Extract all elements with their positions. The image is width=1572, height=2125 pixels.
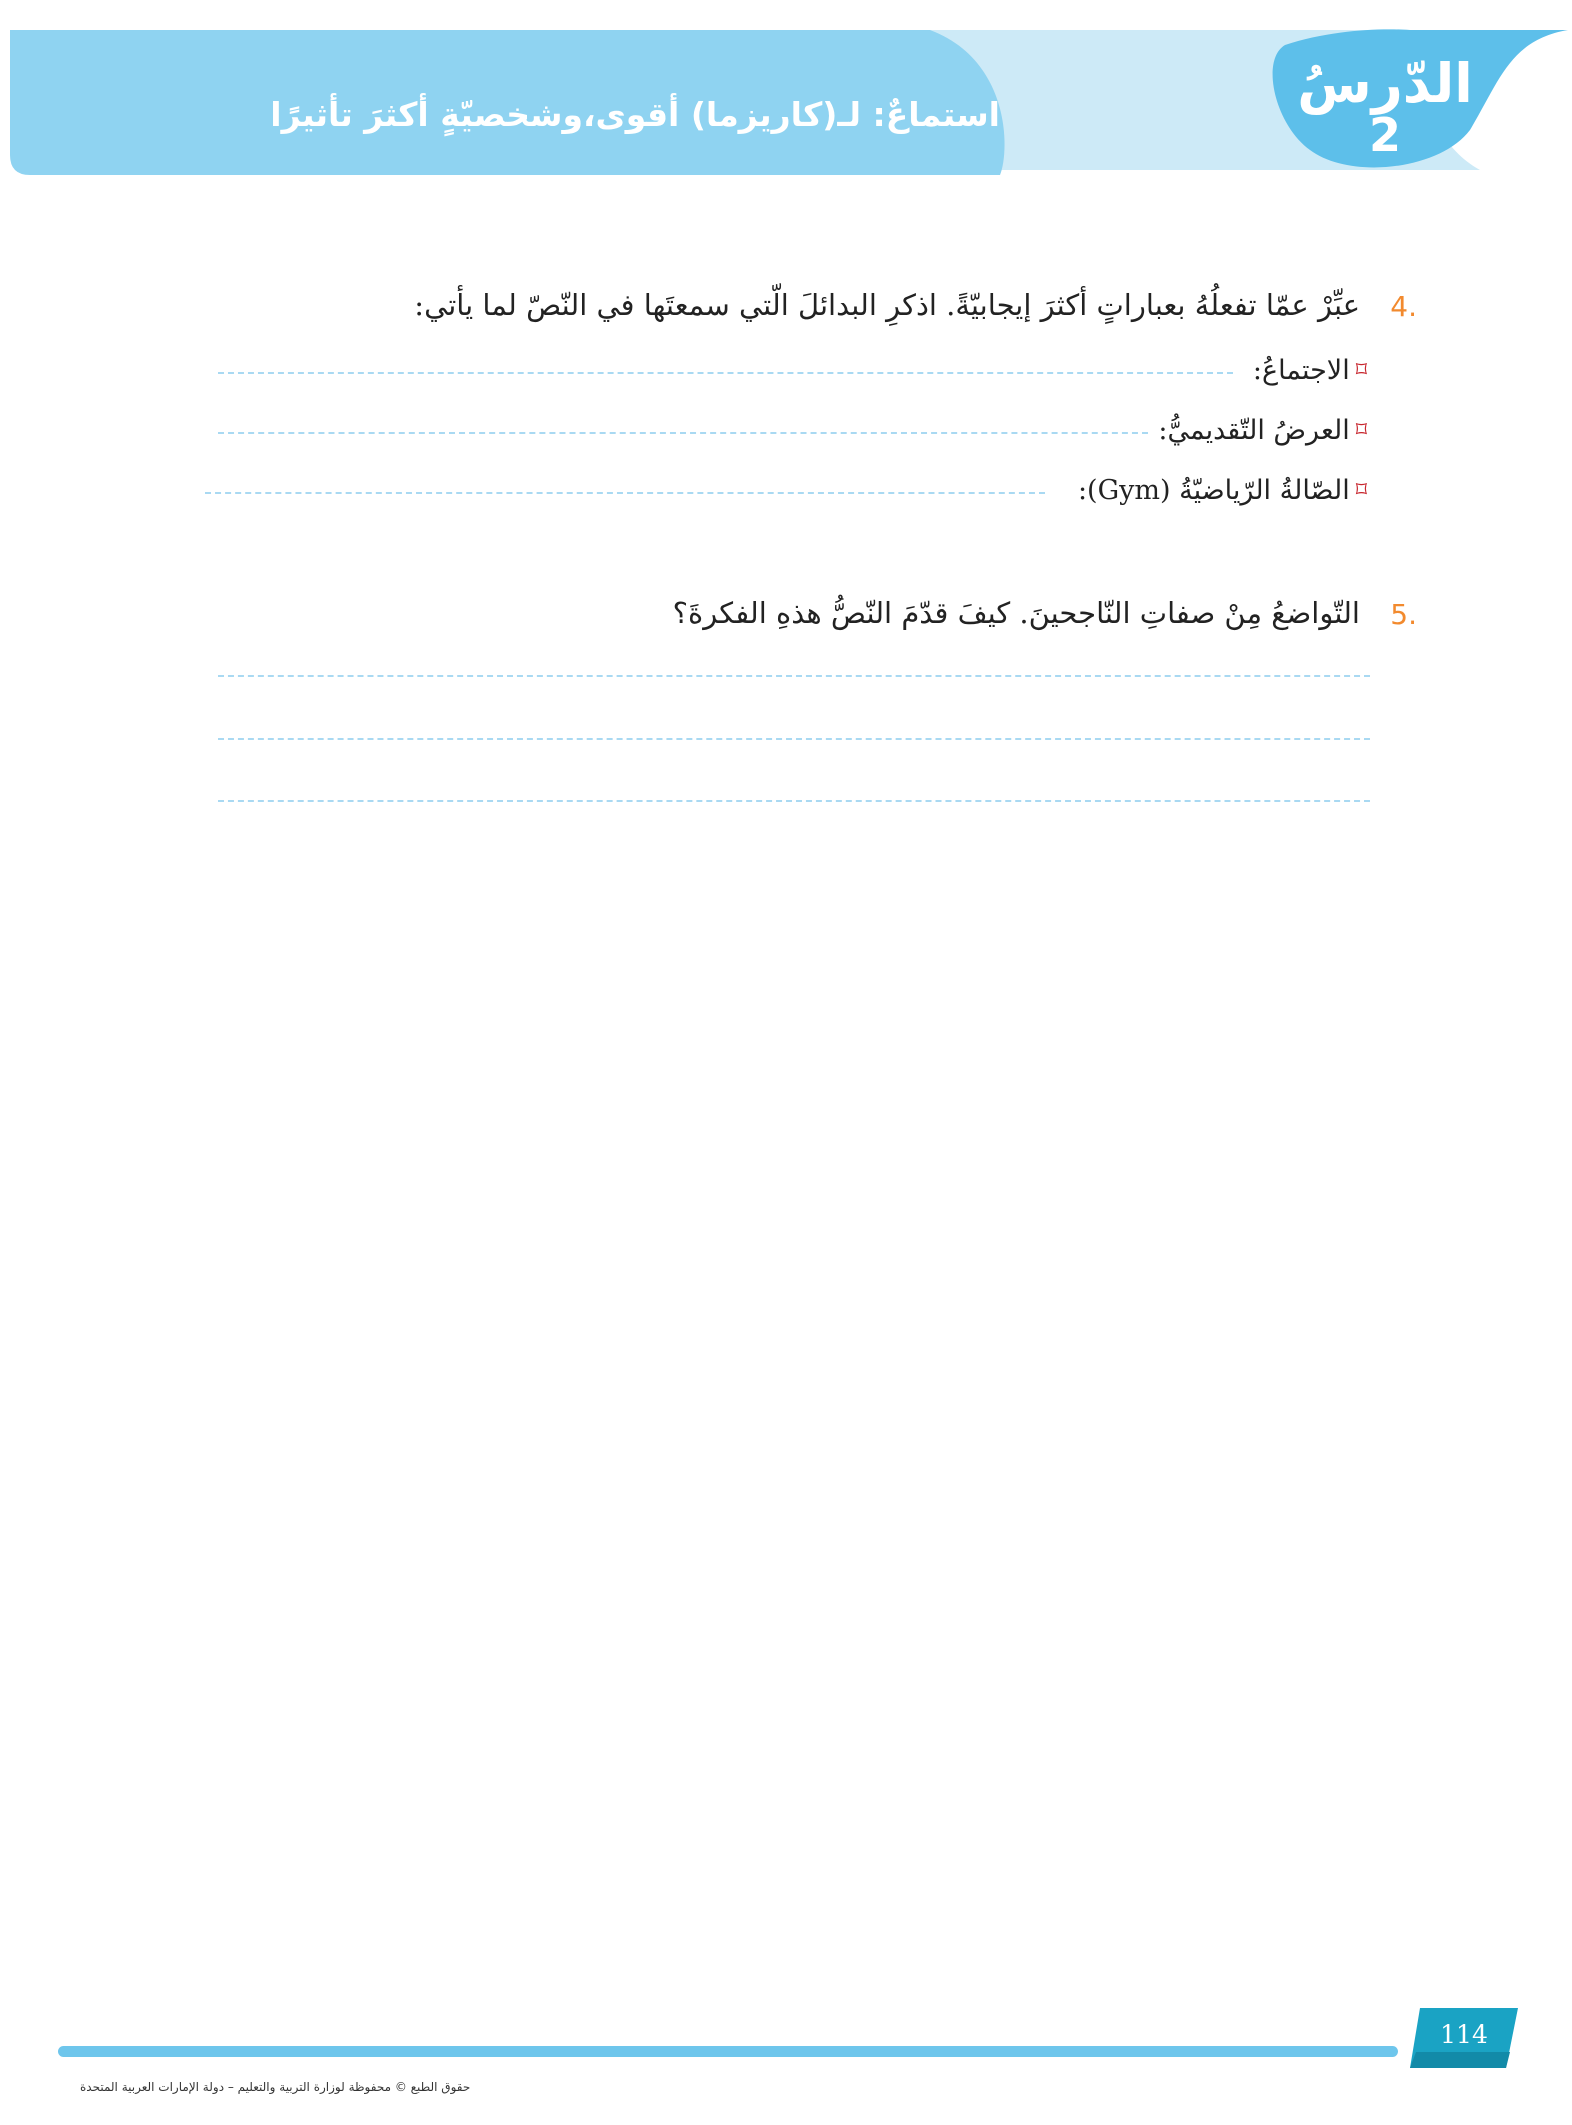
item-label: الاجتماعُ:: [1252, 354, 1350, 386]
answer-line-1[interactable]: [218, 675, 1370, 677]
page-number: 114: [1440, 2020, 1488, 2049]
answer-line-gym[interactable]: [205, 492, 1045, 494]
answer-line-meeting[interactable]: [218, 372, 1233, 374]
item-label: الصّالةُ الرّياضيّةُ (Gym):: [1077, 474, 1350, 506]
footer-bar: [58, 2046, 1398, 2057]
lesson-title: استماعٌ: لـ(كاريزما) أقوى،وشخصيّةٍ أكثرَ تأثيرًا: [270, 95, 1000, 134]
lesson-number: 2: [1368, 108, 1401, 162]
question-4-item-meeting: [1253, 350, 1367, 390]
lesson-label: الدّرسُ: [1297, 52, 1473, 115]
answer-line-presentation[interactable]: [218, 432, 1148, 434]
question-4-item-gym: [1078, 470, 1367, 510]
bullet-icon: ⌑: [1355, 357, 1367, 383]
bullet-icon: ⌑: [1355, 417, 1367, 443]
question-4-item-presentation: [1158, 410, 1367, 450]
item-label: العرضُ التّقديميُّ:: [1158, 414, 1350, 446]
question-5-text: التّواضعُ مِنْ صفاتِ النّاجحينَ. كيفَ قدّمَ النّصُّ هذهِ الفكرةَ؟: [672, 596, 1360, 630]
answer-line-2[interactable]: [218, 738, 1370, 740]
copyright-notice: حقوق الطبع © محفوظة لوزارة التربية والتعليم – دولة الإمارات العربية المتحدة: [80, 2080, 471, 2094]
question-5-number: 5.: [1390, 598, 1417, 631]
bullet-icon: ⌑: [1355, 477, 1367, 503]
answer-line-3[interactable]: [218, 800, 1370, 802]
question-4-number: 4.: [1390, 290, 1417, 323]
question-4-text: عبِّرْ عمّا تفعلُهُ بعباراتٍ أكثرَ إيجابيّةً. اذكرِ البدائلَ الّتي سمعتَها في النّصّ لما يأتي:: [414, 288, 1360, 322]
